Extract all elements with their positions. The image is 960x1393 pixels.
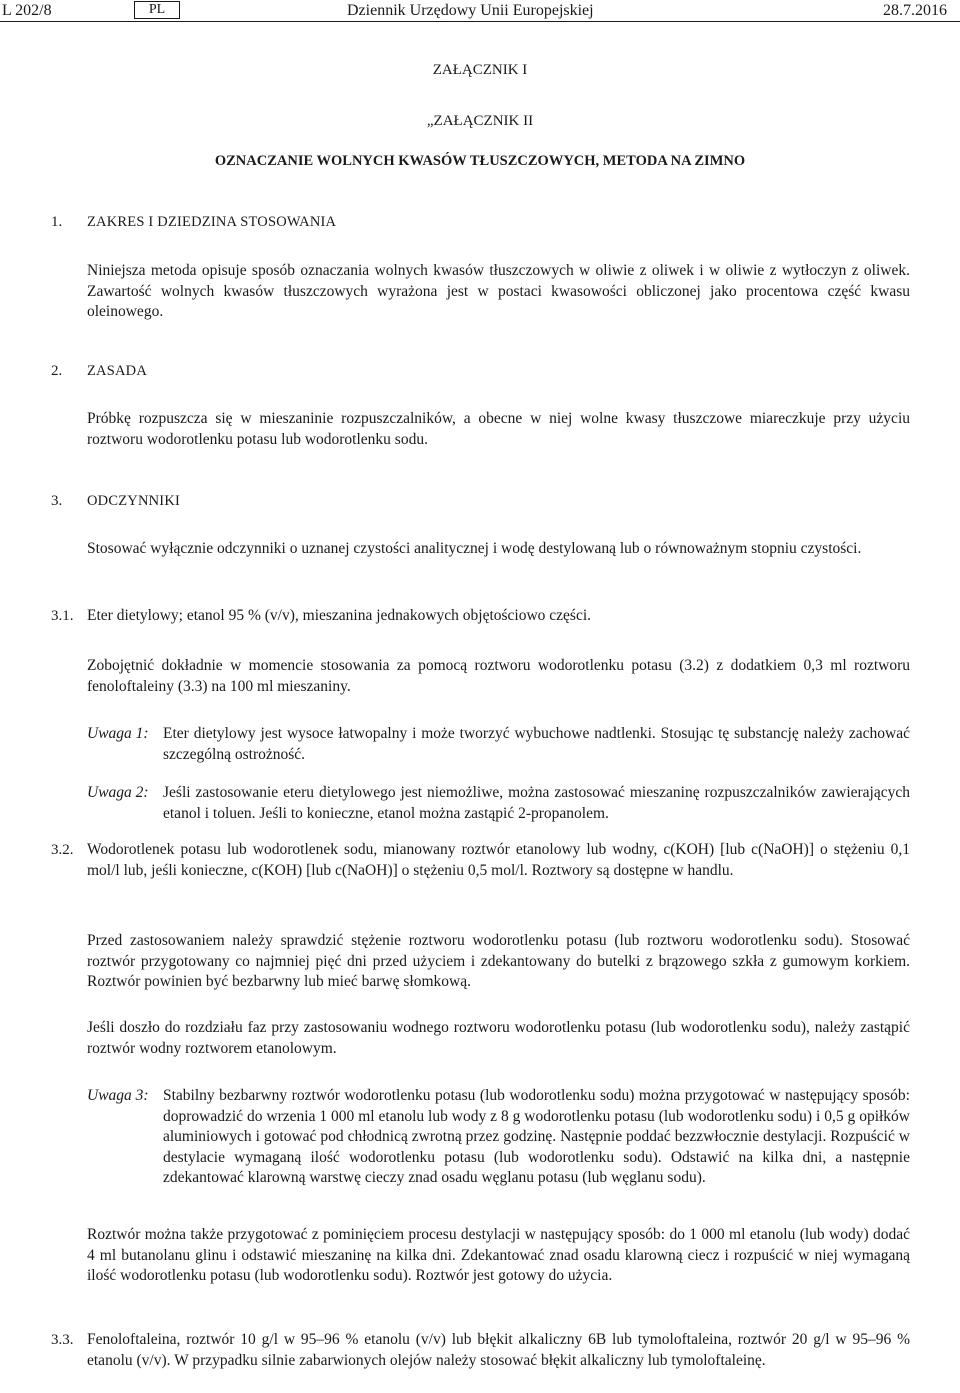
journal-name: Dziennik Urzędowy Unii Europejskiej: [347, 2, 594, 19]
annex-subtitle: „ZAŁĄCZNIK II: [426, 113, 534, 129]
section-number: 1.: [51, 214, 63, 230]
section-heading: ZASADA: [87, 363, 148, 379]
note-label: Uwaga 3:: [87, 1087, 149, 1104]
note-text: Jeśli zastosowanie eteru dietylowego jest niemożliwe, można zastosować mieszaninę rozpuszczalników zawierających etanol i toluen. Jeśli to konieczne, etanol można zastąpić 2-propanolem.: [163, 784, 910, 822]
paragraph: Roztwór można także przygotować z pominięciem procesu destylacji w następujący sposób: do 1 000 ml etanolu (lub wody) dodać 4 ml butanolanu glinu i odstawić mieszaninę na kilka dni. Zdekantować znad osadu klarowną ciecz i rozpuścić w niej wymaganą ilość wodorotlenku potasu (lub wodorotlenku sodu). Roztwór jest gotowy do użycia.: [87, 1226, 910, 1284]
section-number: 3.: [51, 493, 63, 509]
section-body: Niniejsza metoda opisuje sposób oznaczania wolnych kwasów tłuszczowych w oliwie z oliwek i w oliwie z wytłoczyn z oliwek. Zawartość wolnych kwasów tłuszczowych wyrażona jest w postaci kwasowości obliczonej jako procentowa część kwasu oleinowego.: [87, 262, 910, 320]
page-header: [0, 0, 960, 26]
language-badge: PL: [134, 1, 180, 19]
subsection-body: Wodorotlenek potasu lub wodorotlenek sodu, mianowany roztwór etanolowy lub wodny, c(KOH) [lub c(NaOH)] o stężeniu 0,1 mol/l lub, jeśli konieczne, c(KOH) [lub c(NaOH)] o stężeniu 0,5 mol/l. Roztwory są dostępne w handlu.: [87, 841, 910, 879]
document-title: OZNACZANIE WOLNYCH KWASÓW TŁUSZCZOWYCH, METODA NA ZIMNO: [214, 153, 746, 169]
note-label: Uwaga 1:: [87, 725, 149, 742]
paragraph: Zobojętnić dokładnie w momencie stosowania za pomocą roztworu wodorotlenku potasu (3.2) z dodatkiem 0,3 ml roztworu fenoloftaleiny (3.3) na 100 ml mieszaniny.: [87, 657, 910, 695]
note-text: Stabilny bezbarwny roztwór wodorotlenku potasu (lub wodorotlenku sodu) można przygotować w następujący sposób: doprowadzić do wrzenia 1 000 ml etanolu lub wody z 8 g wodorotlenku potasu (lub wodorotlenku sodu) i 0,5 g opiłków aluminiowych i gotować pod chłodnicą zwrotną przez godzinę. Następnie poddać bezzwłocznie destylacji. Rozpuścić w destylacie wymaganą ilość wodorotlenku potasu (lub wodorotlenku sodu). Odstawić na kilka dni, a następnie zdekantować klarowną warstwę cieczy znad osadu węglanu potasu (lub węglanu sodu).: [163, 1087, 910, 1186]
section-number: 2.: [51, 363, 63, 379]
header-rule: [0, 21, 960, 22]
subsection-number: 3.1.: [51, 608, 74, 624]
subsection-number: 3.3.: [51, 1332, 74, 1348]
note-label: Uwaga 2:: [87, 784, 149, 801]
section-heading: ODCZYNNIKI: [87, 493, 181, 509]
page-reference: L 202/8: [2, 2, 52, 19]
subsection-number: 3.2.: [51, 842, 74, 858]
annex-title: ZAŁĄCZNIK I: [432, 62, 528, 78]
paragraph: Jeśli doszło do rozdziału faz przy zastosowaniu wodnego roztworu wodorotlenku potasu (lub wodorotlenku sodu), należy zastąpić roztwór wodny roztworem etanolowym.: [87, 1019, 910, 1057]
subsection-body: Eter dietylowy; etanol 95 % (v/v), mieszanina jednakowych objętościowo części.: [87, 607, 592, 624]
section-body: Stosować wyłącznie odczynniki o uznanej czystości analitycznej i wodę destylowaną lub o równoważnym stopniu czystości.: [87, 540, 862, 557]
section-heading: ZAKRES I DZIEDZINA STOSOWANIA: [87, 214, 337, 230]
section-body: Próbkę rozpuszcza się w mieszaninie rozpuszczalników, a obecne w niej wolne kwasy tłuszczowe miareczkuje przy użyciu roztworu wodorotlenku potasu lub wodorotlenku sodu.: [87, 410, 910, 448]
paragraph: Przed zastosowaniem należy sprawdzić stężenie roztworu wodorotlenku potasu (lub roztworu wodorotlenku sodu). Stosować roztwór przygotowany co najmniej pięć dni przed użyciem i zdekantowany do butelki z brązowego szkła z gumowym korkiem. Roztwór powinien być bezbarwny lub mieć barwę słomkową.: [87, 932, 910, 990]
subsection-body: Fenoloftaleina, roztwór 10 g/l w 95–96 % etanolu (v/v) lub błękit alkaliczny 6B lub tymoloftaleina, roztwór 20 g/l w 95–96 % etanolu (v/v). W przypadku silnie zabarwionych olejów należy stosować błękit alkaliczny lub tymoloftaleinę.: [87, 1331, 910, 1369]
note-text: Eter dietylowy jest wysoce łatwopalny i może tworzyć wybuchowe nadtlenki. Stosując tę substancję należy zachować szczególną ostrożność.: [163, 725, 910, 763]
publication-date: 28.7.2016: [883, 2, 947, 19]
